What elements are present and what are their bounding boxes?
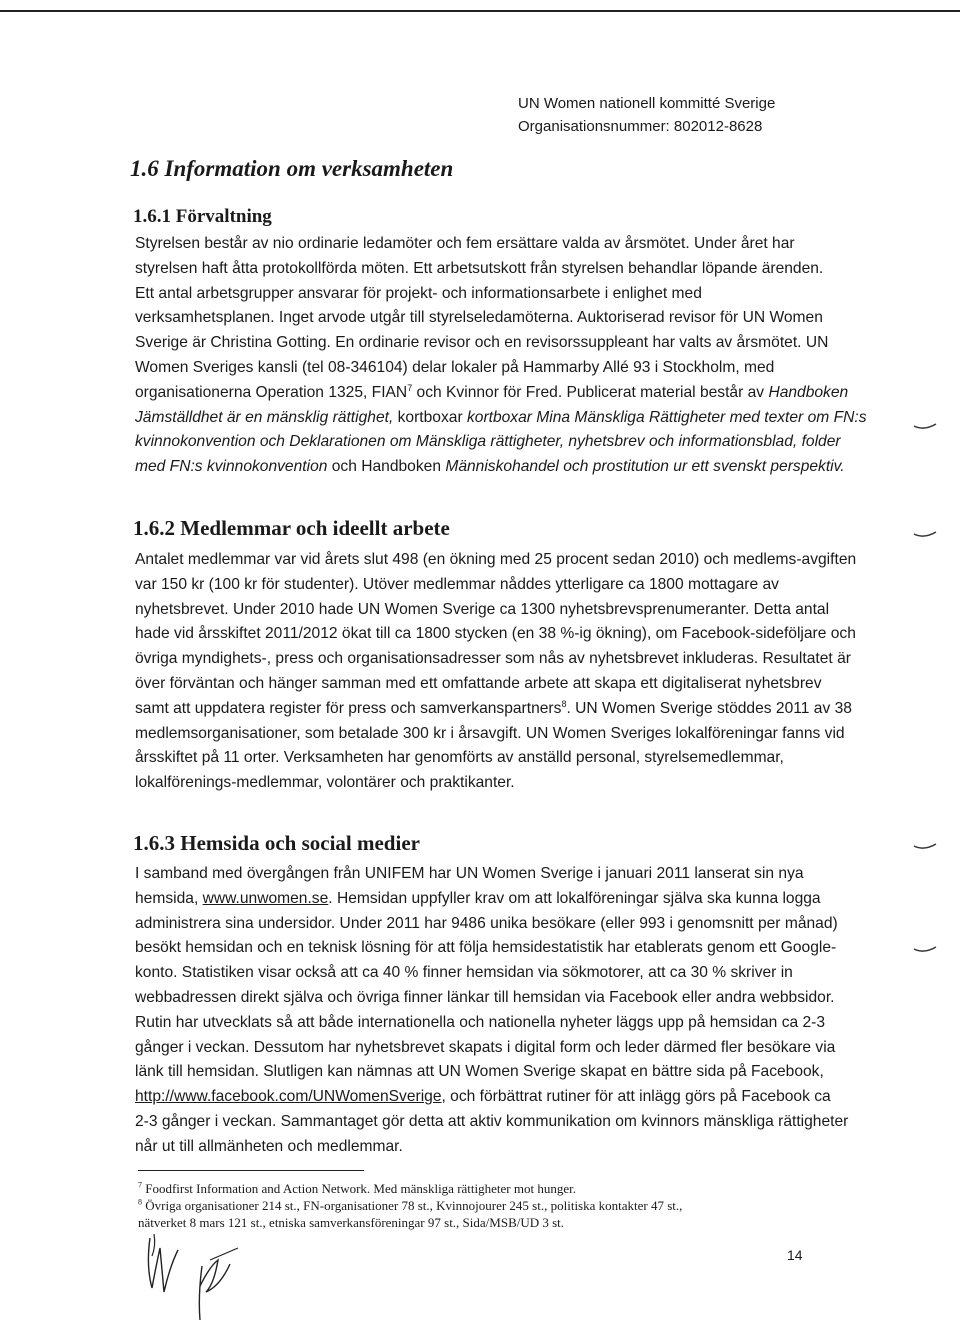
- text-line: Antalet medlemmar var vid årets slut 498 (en ökning med 25 procent sedan 2010) och medlems-avgiften: [135, 551, 857, 568]
- heading-medlemmar: 1.6.2 Medlemmar och ideellt arbete: [133, 516, 450, 540]
- text-line: administrera sina undersidor. Under 2011 har 9486 unika besökare (eller 993 i genomsnitt per månad): [135, 914, 838, 932]
- text-line: Styrelsen består av nio ordinarie ledamöter och fem ersättare valda av årsmötet. Under året har: [135, 235, 795, 252]
- text-line: över förväntan och hänger samman med ett omfattande arbete att skapa ett digitaliserat nyhetsbrev: [135, 674, 822, 692]
- text-run: hemsida,: [135, 889, 203, 907]
- paragraph-medlemmar: [135, 548, 865, 796]
- footnote-ref-8: 8: [561, 698, 567, 709]
- text-line: nyhetsbrevet. Under 2010 hade UN Women Sverige ca 1300 nyhetsbrevsprenumeranter. Detta antal: [135, 600, 830, 618]
- text-line: hade vid årsskiftet 2011/2012 ökat till ca 1800 stycken (en 38 %-ig ökning), om Facebook-sideföljare och: [135, 625, 856, 643]
- footnote-number: 8: [138, 1197, 142, 1207]
- text-line: verksamhetsplanen. Inget arvode utgår till styrelseledamöterna. Auktoriserad revisor för UN Women: [135, 309, 823, 327]
- footnote-8-continued: nätverket 8 mars 121 st., etniska samverkansföreningar 97 st., Sida/MSB/UD 3 st.: [138, 1215, 565, 1230]
- text-line: övriga myndighets-, press och organisationsadresser som nås av nyhetsbrevet inkluderas. Resultatet är: [135, 650, 851, 668]
- facebook-link[interactable]: http://www.facebook.com/UNWomenSverige: [135, 1088, 442, 1106]
- text-line: Women Sveriges kansli (tel 08-346104) delar lokaler på Hammarby Allé 93 i Stockholm, med: [135, 358, 775, 376]
- footnotes: [138, 1180, 828, 1231]
- org-number: Organisationsnummer: 802012-8628: [518, 118, 763, 135]
- publication-title: med FN:s kvinnokonvention: [135, 458, 328, 476]
- text-line: I samband med övergången från UNIFEM har UN Women Sverige i januari 2011 lanserat sin nya: [135, 865, 804, 882]
- handwritten-initials: [140, 1226, 250, 1322]
- text-line: [135, 381, 865, 406]
- text-line: når ut till allmänheten och medlemmar.: [135, 1137, 403, 1155]
- check-mark-icon: [912, 946, 940, 956]
- text-line: lokalförenings-medlemmar, volontärer och praktikanter.: [135, 774, 515, 792]
- footnote-7: [138, 1180, 828, 1197]
- footnote-number: 7: [138, 1180, 142, 1190]
- paragraph-forvaltning: [135, 232, 865, 480]
- publication-title: kortboxar Mina Mänskliga Rättigheter med texter om FN:s: [466, 408, 867, 426]
- text-run: organisationerna Operation 1325, FIAN: [135, 383, 408, 401]
- heading-forvaltning: 1.6.1 Förvaltning: [133, 206, 272, 227]
- org-header: [518, 92, 775, 138]
- text-line: besökt hemsidan och en teknisk lösning för att följa hemsidestatistik har etablerats genom ett Google-: [135, 939, 837, 957]
- check-mark-icon: [912, 423, 940, 433]
- text-run: . UN Women Sverige stöddes 2011 av 38: [566, 699, 852, 717]
- text-line: kvinnokonvention och Deklarationen om Mänskliga rättigheter, nyhetsbrev och informationsblad, folder: [135, 433, 841, 451]
- text-line: [135, 887, 865, 912]
- text-run: och Handboken: [327, 458, 446, 476]
- text-line: Ett antal arbetsgrupper ansvarar för projekt- och informationsarbete i enlighet med: [135, 284, 702, 302]
- text-line: konto. Statistiken visar också att ca 40 % finner hemsidan via sökmotorer, att ca 30 % skriver in: [135, 964, 793, 982]
- publication-title: Jämställdhet är en mänsklig rättighet,: [135, 408, 394, 426]
- text-line: Sverige är Christina Gotting. En ordinarie revisor och en revisorssuppleant har valts av årsmötet. UN: [135, 334, 829, 352]
- footnote-text: Övriga organisationer 214 st., FN-organisationer 78 st., Kvinnojourer 245 st., politiska kontakter 47 st.,: [142, 1198, 683, 1213]
- text-line: webbadressen direkt själva och övriga finner länkar till hemsidan via Facebook eller andra webbsidor.: [135, 988, 835, 1006]
- text-run: och Kvinnor för Fred. Publicerat material består av: [412, 383, 769, 401]
- publication-title: Människohandel och prostitution ur ett svenskt perspektiv.: [445, 458, 845, 476]
- footnote-rule: [138, 1170, 364, 1171]
- text-line: styrelsen haft åtta protokollförda möten. Ett arbetsutskott från styrelsen behandlar löpande ärenden.: [135, 259, 824, 277]
- text-line: medlemsorganisationer, som betalade 300 kr i årsavgift. UN Women Sveriges lokalföreningar fanns vid: [135, 724, 845, 742]
- text-line: [135, 1085, 865, 1110]
- check-mark-icon: [912, 531, 940, 541]
- publication-title: Handboken: [768, 383, 849, 401]
- top-border-rule: [0, 10, 960, 12]
- text-run: , och förbättrat rutiner för att inlägg görs på Facebook ca: [441, 1088, 831, 1106]
- section-title: 1.6 Information om verksamheten: [130, 156, 454, 181]
- heading-hemsida: 1.6.3 Hemsida och social medier: [133, 831, 420, 855]
- org-name: UN Women nationell kommitté Sverige: [518, 95, 776, 112]
- text-run: kortboxar: [393, 408, 467, 426]
- text-run: samt att uppdatera register för press och samverkanspartners: [135, 699, 562, 717]
- text-line: [135, 697, 865, 722]
- text-line: Rutin har utvecklats så att både internationella och nationella nyheter läggs upp på hemsidan ca 2-3: [135, 1013, 826, 1031]
- text-line: var 150 kr (100 kr för studenter). Utöver medlemmar nåddes ytterligare ca 1800 mottagare av: [135, 575, 779, 593]
- website-link[interactable]: www.unwomen.se: [202, 889, 329, 907]
- footnote-8: [138, 1197, 828, 1214]
- text-line: gånger i veckan. Dessutom har nyhetsbrevet skapats i digital form och leder därmed fler besökare via: [135, 1038, 836, 1056]
- check-mark-icon: [912, 843, 940, 853]
- text-run: . Hemsidan uppfyller krav om att lokalföreningar själva ska kunna logga: [328, 889, 821, 907]
- paragraph-hemsida: [135, 862, 865, 1160]
- text-line: 2-3 gånger i veckan. Sammantaget gör detta att aktiv kommunikation om kvinnors mänskliga rättigheter: [135, 1112, 849, 1130]
- page-number: 14: [787, 1247, 803, 1263]
- text-line: [135, 455, 865, 480]
- text-line: [135, 406, 865, 431]
- text-line: länk till hemsidan. Slutligen kan nämnas att UN Women Sverige skapat en bättre sida på Facebook,: [135, 1063, 824, 1081]
- footnote-text: Foodfirst Information and Action Network. Med mänskliga rättigheter mot hunger.: [142, 1181, 576, 1196]
- text-line: årsskiftet på 11 orter. Verksamheten har genomförts av anställd personal, styrelsemedlemmar,: [135, 749, 784, 767]
- footnote-ref-7: 7: [407, 382, 413, 393]
